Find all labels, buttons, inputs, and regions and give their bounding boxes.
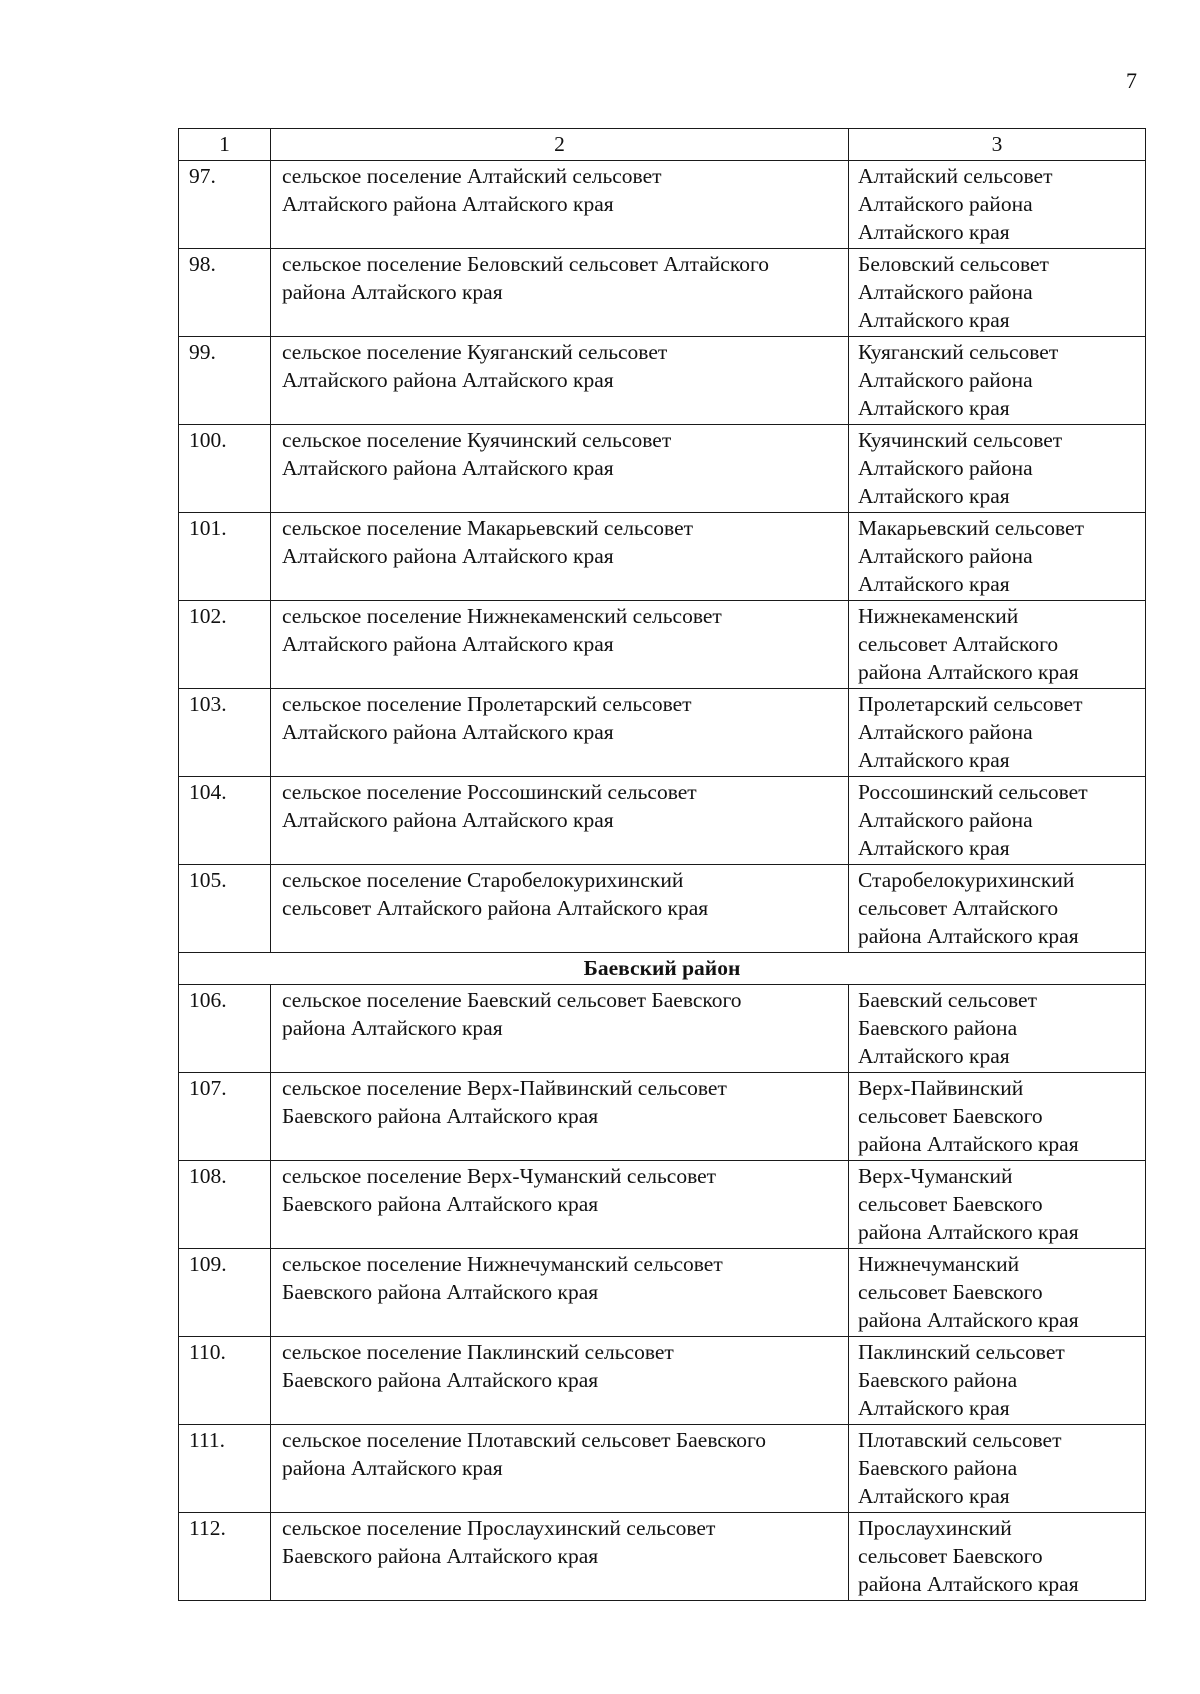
row-number: 112. — [179, 1513, 271, 1601]
settlement-short-name — [849, 1425, 1146, 1513]
settlement-short-name — [849, 1073, 1146, 1161]
settlement-full-name — [271, 1073, 849, 1161]
cell-line: Нижнечуманский — [858, 1252, 1020, 1276]
cell-line: Алтайского района — [858, 720, 1033, 744]
cell-line: Алтайского края — [858, 308, 1010, 332]
cell-line: Алтайского района — [858, 456, 1033, 480]
settlement-short-name — [849, 865, 1146, 953]
settlement-full-name — [271, 1161, 849, 1249]
cell-line: сельское поселение Пролетарский сельсовет — [282, 692, 692, 716]
header-col-name: 2 — [271, 129, 849, 161]
settlement-short-name — [849, 689, 1146, 777]
row-number: 109. — [179, 1249, 271, 1337]
table-row — [179, 249, 1146, 337]
cell-line: Баевского района — [858, 1456, 1018, 1480]
cell-line: Алтайского края — [858, 220, 1010, 244]
section-header-row — [179, 953, 1146, 985]
cell-line: Баевского района — [858, 1016, 1018, 1040]
cell-line: Верх-Пайвинский — [858, 1076, 1024, 1100]
row-number: 110. — [179, 1337, 271, 1425]
row-number: 106. — [179, 985, 271, 1073]
row-number: 98. — [179, 249, 271, 337]
row-number: 107. — [179, 1073, 271, 1161]
settlement-short-name — [849, 1337, 1146, 1425]
cell-line: сельсовет Алтайского — [858, 896, 1059, 920]
cell-line: сельское поселение Нижнечуманский сельсовет — [282, 1252, 723, 1276]
header-col-short-name: 3 — [849, 129, 1146, 161]
cell-line: Баевского района Алтайского края — [282, 1544, 599, 1568]
cell-line: Алтайского района — [858, 192, 1033, 216]
settlement-full-name — [271, 1249, 849, 1337]
cell-line: Алтайского района — [858, 544, 1033, 568]
header-row — [179, 129, 1146, 161]
table-row — [179, 777, 1146, 865]
cell-line: сельсовет Баевского — [858, 1280, 1043, 1304]
cell-line: Алтайского края — [858, 572, 1010, 596]
cell-line: Беловский сельсовет — [858, 252, 1049, 276]
page-number: 7 — [1126, 68, 1137, 93]
cell-line: Нижнекаменский — [858, 604, 1019, 628]
table-body — [179, 161, 1146, 1601]
settlement-full-name — [271, 1513, 849, 1601]
table-row — [179, 425, 1146, 513]
cell-line: сельское поселение Алтайский сельсовет — [282, 164, 662, 188]
cell-line: сельское поселение Старобелокурихинский — [282, 868, 684, 892]
settlement-full-name — [271, 513, 849, 601]
settlement-short-name — [849, 1161, 1146, 1249]
settlement-short-name — [849, 777, 1146, 865]
table-row — [179, 1249, 1146, 1337]
cell-line: Старобелокурихинский — [858, 868, 1075, 892]
cell-line: Баевского района Алтайского края — [282, 1104, 599, 1128]
table-row — [179, 601, 1146, 689]
row-number: 108. — [179, 1161, 271, 1249]
cell-line: Верх-Чуманский — [858, 1164, 1013, 1188]
settlements-table — [178, 128, 1146, 1601]
settlement-short-name — [849, 1249, 1146, 1337]
cell-line: Баевского района Алтайского края — [282, 1192, 599, 1216]
settlement-full-name — [271, 337, 849, 425]
settlement-full-name — [271, 985, 849, 1073]
cell-line: района Алтайского края — [858, 924, 1079, 948]
cell-line: Алтайского района Алтайского края — [282, 544, 614, 568]
row-number: 102. — [179, 601, 271, 689]
cell-line: сельское поселение Россошинский сельсовет — [282, 780, 697, 804]
cell-line: Алтайского района Алтайского края — [282, 720, 614, 744]
settlement-full-name — [271, 161, 849, 249]
settlement-short-name — [849, 601, 1146, 689]
table-row — [179, 1337, 1146, 1425]
row-number: 105. — [179, 865, 271, 953]
cell-line: Алтайского края — [858, 484, 1010, 508]
cell-line: Алтайский сельсовет — [858, 164, 1053, 188]
cell-line: сельское поселение Верх-Чуманский сельсовет — [282, 1164, 717, 1188]
cell-line: сельское поселение Куячинский сельсовет — [282, 428, 672, 452]
cell-line: сельское поселение Верх-Пайвинский сельсовет — [282, 1076, 727, 1100]
table-row — [179, 689, 1146, 777]
cell-line: Россошинский сельсовет — [858, 780, 1088, 804]
table-row — [179, 985, 1146, 1073]
cell-line: района Алтайского края — [858, 1132, 1079, 1156]
cell-line: Алтайского района Алтайского края — [282, 368, 614, 392]
cell-line: Алтайского района Алтайского края — [282, 192, 614, 216]
cell-line: сельсовет Баевского — [858, 1192, 1043, 1216]
row-number: 97. — [179, 161, 271, 249]
row-number: 100. — [179, 425, 271, 513]
cell-line: района Алтайского края — [282, 280, 503, 304]
cell-line: района Алтайского края — [858, 1572, 1079, 1596]
cell-line: района Алтайского края — [858, 1220, 1079, 1244]
cell-line: района Алтайского края — [282, 1456, 503, 1480]
cell-line: сельсовет Алтайского района Алтайского края — [282, 896, 709, 920]
settlement-short-name — [849, 337, 1146, 425]
cell-line: Алтайского района Алтайского края — [282, 632, 614, 656]
section-title: Баевский район — [179, 953, 1146, 985]
settlement-full-name — [271, 1425, 849, 1513]
settlement-short-name — [849, 249, 1146, 337]
cell-line: сельское поселение Паклинский сельсовет — [282, 1340, 674, 1364]
cell-line: Алтайского района — [858, 808, 1033, 832]
cell-line: Алтайского района — [858, 280, 1033, 304]
cell-line: сельское поселение Баевский сельсовет Баевского — [282, 988, 742, 1012]
cell-line: Плотавский сельсовет — [858, 1428, 1062, 1452]
table-row — [179, 1513, 1146, 1601]
settlement-full-name — [271, 689, 849, 777]
cell-line: Алтайского района Алтайского края — [282, 808, 614, 832]
cell-line: сельское поселение Беловский сельсовет Алтайского — [282, 252, 769, 276]
cell-line: Баевский сельсовет — [858, 988, 1037, 1012]
table-row — [179, 1425, 1146, 1513]
cell-line: Алтайского края — [858, 1396, 1010, 1420]
cell-line: Алтайского края — [858, 836, 1010, 860]
settlement-full-name — [271, 865, 849, 953]
header-col-number: 1 — [179, 129, 271, 161]
table-row — [179, 1073, 1146, 1161]
cell-line: Баевского района Алтайского края — [282, 1368, 599, 1392]
cell-line: Куяганский сельсовет — [858, 340, 1059, 364]
settlement-full-name — [271, 601, 849, 689]
cell-line: сельское поселение Макарьевский сельсовет — [282, 516, 694, 540]
table-header — [179, 129, 1146, 161]
settlement-full-name — [271, 777, 849, 865]
table-row — [179, 865, 1146, 953]
table-row — [179, 337, 1146, 425]
cell-line: Алтайского края — [858, 1484, 1010, 1508]
cell-line: сельсовет Алтайского — [858, 632, 1059, 656]
table-row — [179, 513, 1146, 601]
settlement-short-name — [849, 425, 1146, 513]
cell-line: сельское поселение Куяганский сельсовет — [282, 340, 668, 364]
cell-line: Макарьевский сельсовет — [858, 516, 1084, 540]
settlement-short-name — [849, 1513, 1146, 1601]
cell-line: района Алтайского края — [858, 1308, 1079, 1332]
cell-line: Алтайского края — [858, 1044, 1010, 1068]
cell-line: сельское поселение Прослаухинский сельсовет — [282, 1516, 716, 1540]
cell-line: Баевского района Алтайского края — [282, 1280, 599, 1304]
cell-line: Паклинский сельсовет — [858, 1340, 1065, 1364]
table-row — [179, 1161, 1146, 1249]
settlement-short-name — [849, 985, 1146, 1073]
cell-line: района Алтайского края — [858, 660, 1079, 684]
cell-line: Куячинский сельсовет — [858, 428, 1063, 452]
row-number: 99. — [179, 337, 271, 425]
cell-line: Алтайского района Алтайского края — [282, 456, 614, 480]
row-number: 104. — [179, 777, 271, 865]
cell-line: сельское поселение Нижнекаменский сельсовет — [282, 604, 722, 628]
settlement-full-name — [271, 425, 849, 513]
settlement-full-name — [271, 1337, 849, 1425]
cell-line: Алтайского района — [858, 368, 1033, 392]
cell-line: Алтайского края — [858, 748, 1010, 772]
row-number: 111. — [179, 1425, 271, 1513]
settlement-short-name — [849, 161, 1146, 249]
settlement-short-name — [849, 513, 1146, 601]
cell-line: сельсовет Баевского — [858, 1104, 1043, 1128]
row-number: 103. — [179, 689, 271, 777]
settlement-full-name — [271, 249, 849, 337]
cell-line: Пролетарский сельсовет — [858, 692, 1083, 716]
cell-line: сельсовет Баевского — [858, 1544, 1043, 1568]
cell-line: Прослаухинский — [858, 1516, 1012, 1540]
cell-line: Алтайского края — [858, 396, 1010, 420]
cell-line: Баевского района — [858, 1368, 1018, 1392]
cell-line: района Алтайского края — [282, 1016, 503, 1040]
cell-line: сельское поселение Плотавский сельсовет Баевского — [282, 1428, 767, 1452]
table-row — [179, 161, 1146, 249]
row-number: 101. — [179, 513, 271, 601]
